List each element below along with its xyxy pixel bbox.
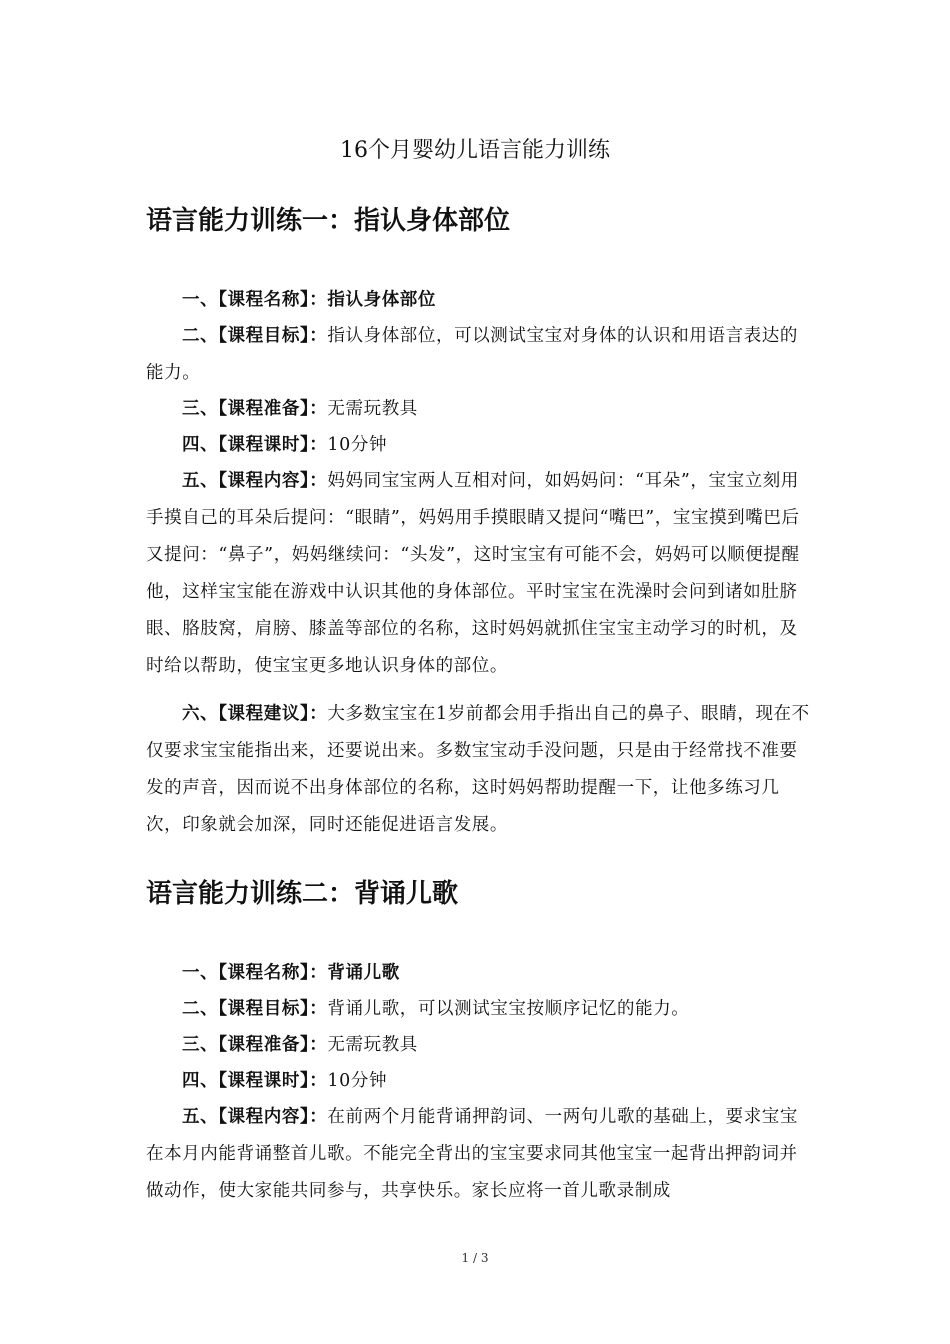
item-label: 【课程内容】： bbox=[218, 1107, 328, 1127]
section2-item-course-goal bbox=[146, 991, 810, 1028]
item-label: 【课程名称】： bbox=[218, 290, 328, 310]
item-text: 10分钟 bbox=[327, 435, 388, 455]
item-number: 五、 bbox=[182, 471, 219, 491]
item-text: 背诵儿歌，可以测试宝宝按顺序记忆的能力。 bbox=[327, 999, 690, 1019]
item-number: 二、 bbox=[182, 999, 219, 1019]
document-title: 16个月婴幼儿语言能力训练 bbox=[340, 138, 610, 163]
item-number: 四、 bbox=[182, 1071, 219, 1091]
item-number: 六、 bbox=[182, 704, 219, 724]
section-heading: 语言能力训练一：指认身体部位 bbox=[146, 206, 511, 236]
item-label: 【课程课时】： bbox=[218, 1071, 328, 1091]
item-text: 指认身体部位，可以测试宝宝对身体的认识和用语言表达的能力。 bbox=[146, 326, 799, 383]
item-label: 【课程目标】： bbox=[218, 999, 328, 1019]
item-text: 背诵儿歌 bbox=[327, 963, 400, 983]
item-text: 10分钟 bbox=[327, 1071, 388, 1091]
section2-item-course-content bbox=[146, 1099, 810, 1210]
section1-item-course-duration bbox=[146, 427, 810, 464]
item-label: 【课程课时】： bbox=[218, 435, 328, 455]
item-number: 一、 bbox=[182, 963, 219, 983]
section2-item-course-name bbox=[146, 955, 810, 992]
item-text: 无需玩教具 bbox=[327, 399, 418, 419]
item-text: 指认身体部位 bbox=[327, 290, 437, 310]
item-text: 大多数宝宝在1岁前都会用手指出自己的鼻子、眼睛，现在不仅要求宝宝能指出来，还要说出来。多数宝宝动手没问题，只是由于经常找不准要发的声音，因而说不出身体部位的名称，这时妈妈帮助提醒一下，让他多练习几次，印象就会加深，同时还能促进语言发展。 bbox=[146, 704, 810, 835]
item-number: 三、 bbox=[182, 399, 219, 419]
item-text: 在前两个月能背诵押韵词、一两句儿歌的基础上，要求宝宝在本月内能背诵整首儿歌。不能完全背出的宝宝要求同其他宝宝一起背出押韵词并做动作，使大家能共同参与，共享快乐。家长应将一首儿歌录制成 bbox=[146, 1107, 799, 1201]
item-text: 无需玩教具 bbox=[327, 1035, 418, 1055]
item-text: 妈妈同宝宝两人互相对问，如妈妈问：“耳朵”，宝宝立刻用手摸自己的耳朵后提问：“眼睛”，妈妈用手摸眼睛又提问“嘴巴”，宝宝摸到嘴巴后又提问：“鼻子”，妈妈继续问：“头发”，这时宝宝有可能不会，妈妈可以顺便提醒他，这样宝宝能在游戏中认识其他的身体部位。平时宝宝在洗澡时会问到诸如肚脐眼、胳肢窝，肩膀、膝盖等部位的名称，这时妈妈就抓住宝宝主动学习的时机，及时给以帮助，使宝宝更多地认识身体的部位。 bbox=[146, 471, 800, 676]
item-number: 一、 bbox=[182, 290, 219, 310]
item-number: 二、 bbox=[182, 326, 219, 346]
item-number: 三、 bbox=[182, 1035, 219, 1055]
item-label: 【课程内容】： bbox=[218, 471, 328, 491]
section1-item-course-name bbox=[146, 282, 810, 319]
section1-item-course-suggestion bbox=[146, 696, 810, 844]
page-number: 1 / 3 bbox=[461, 1251, 489, 1265]
section-heading: 语言能力训练二：背诵儿歌 bbox=[146, 879, 459, 909]
item-label: 【课程名称】： bbox=[218, 963, 328, 983]
item-label: 【课程准备】： bbox=[218, 1035, 328, 1055]
section2-item-course-prep bbox=[146, 1027, 810, 1064]
item-number: 五、 bbox=[182, 1107, 219, 1127]
section1-item-course-goal bbox=[146, 318, 810, 392]
item-label: 【课程准备】： bbox=[218, 399, 328, 419]
item-label: 【课程目标】： bbox=[218, 326, 328, 346]
section2-item-course-duration bbox=[146, 1063, 810, 1100]
section1-item-course-prep bbox=[146, 391, 810, 428]
section1-item-course-content bbox=[146, 463, 810, 685]
item-number: 四、 bbox=[182, 435, 219, 455]
item-label: 【课程建议】： bbox=[218, 704, 328, 724]
